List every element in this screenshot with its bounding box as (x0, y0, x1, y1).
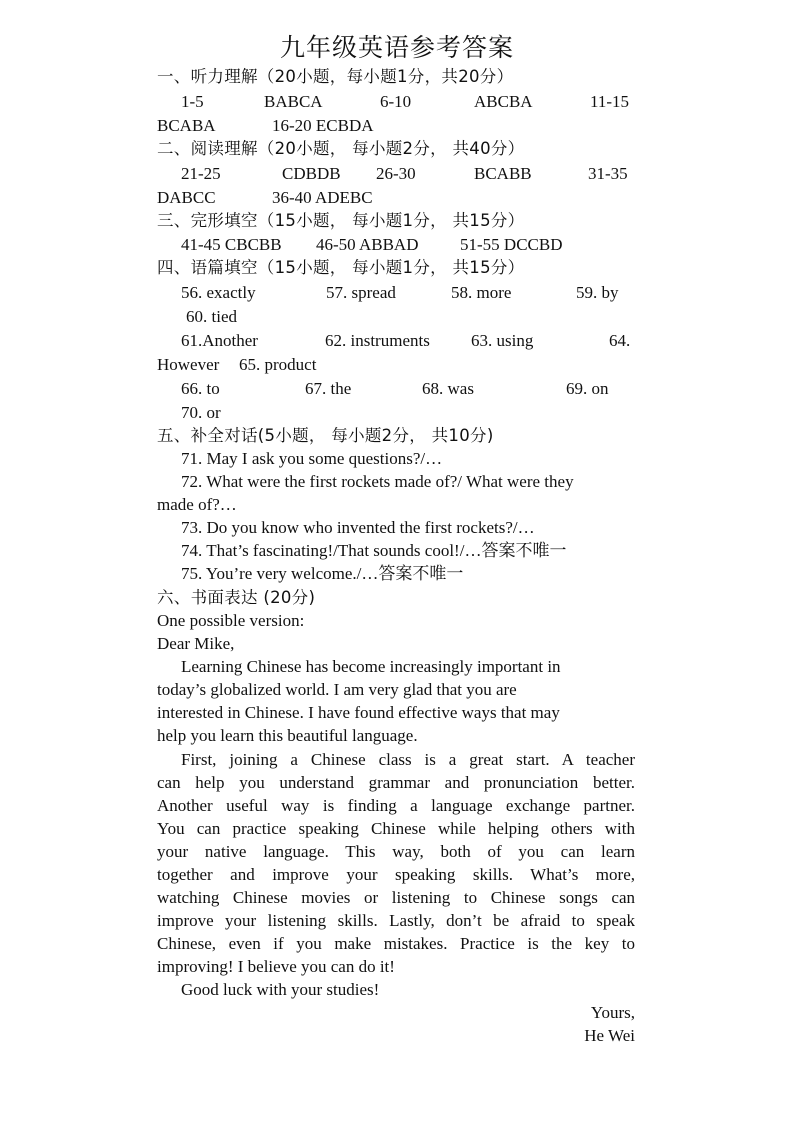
answer-item: 58. more (451, 283, 512, 302)
section-writing-heading: 六、书面表达 (20分) (157, 588, 316, 607)
letter-paragraph-2-line: improving! I believe you can do it! (157, 957, 395, 976)
answer-item: 64. (609, 331, 631, 350)
writing-intro: One possible version: (157, 611, 305, 630)
answer-item: 70. or (181, 403, 221, 422)
answer-group: 41-45 CBCBB (181, 235, 282, 254)
dialogue-answer-71: 71. May I ask you some questions?/… (181, 449, 443, 468)
answer-range: 11-15 (590, 92, 630, 111)
letter-paragraph-2-line: Chinese, even if you make mistakes. Practice is the key to (157, 934, 635, 953)
answer-letters: BCABB (474, 164, 532, 183)
answer-group: 16-20 ECBDA (272, 116, 374, 135)
answer-item: 65. product (239, 355, 317, 374)
answer-item: 61.Another (181, 331, 258, 350)
section-listening-heading: 一、听力理解（20小题，每小题1分，共20分） (157, 67, 514, 86)
answer-range: 6-10 (380, 92, 412, 111)
letter-paragraph-1-line: today’s globalized world. I am very glad that you are (157, 680, 517, 699)
answer-item: 63. using (471, 331, 534, 350)
answer-item: 56. exactly (181, 283, 256, 302)
letter-closing-line: Good luck with your studies! (181, 980, 380, 999)
answer-group: 46-50 ABBAD (316, 235, 419, 254)
letter-paragraph-1-line: Learning Chinese has become increasingly important in (181, 657, 561, 676)
answer-group: 36-40 ADEBC (272, 188, 373, 207)
answer-letters: BCABA (157, 116, 216, 135)
letter-paragraph-1-line: help you learn this beautiful language. (157, 726, 418, 745)
answer-letters: BABCA (264, 92, 323, 111)
dialogue-answer-73: 73. Do you know who invented the first rockets?/… (181, 518, 535, 537)
letter-paragraph-2-line: can help you understand grammar and pronunciation better. (157, 773, 635, 792)
section-cloze-heading: 三、完形填空（15小题， 每小题1分， 共15分） (157, 211, 525, 230)
answer-item: 66. to (181, 379, 220, 398)
letter-paragraph-2-line: watching Chinese movies or listening to Chinese songs can (157, 888, 635, 907)
section-dialogue-heading: 五、补全对话(5小题， 每小题2分， 共10分) (157, 426, 494, 445)
letter-paragraph-2-line: your native language. This way, both of you can learn (157, 842, 635, 861)
letter-paragraph-2-line: improve your listening skills. Lastly, don’t be afraid to speak (157, 911, 635, 930)
answer-item: 57. spread (326, 283, 396, 302)
answer-letters: ABCBA (474, 92, 533, 111)
answer-letters: DABCC (157, 188, 216, 207)
answer-letters: CDBDB (282, 164, 341, 183)
letter-paragraph-2-line: You can practice speaking Chinese while helping others with (157, 819, 635, 838)
answer-item: 68. was (422, 379, 474, 398)
dialogue-answer-74: 74. That’s fascinating!/That sounds cool!/…答案不唯一 (181, 541, 567, 560)
letter-paragraph-2-line: First, joining a Chinese class is a great start. A teacher (181, 750, 635, 769)
answer-item: 69. on (566, 379, 609, 398)
dialogue-answer-75: 75. You’re very welcome./…答案不唯一 (181, 564, 464, 583)
letter-signature: He Wei (584, 1026, 635, 1045)
letter-paragraph-2-line: Another useful way is finding a language exchange partner. (157, 796, 635, 815)
dialogue-answer-72-continued: made of?… (157, 495, 237, 514)
answer-range: 31-35 (588, 164, 628, 183)
section-reading-heading: 二、阅读理解（20小题， 每小题2分， 共40分） (157, 139, 525, 158)
dialogue-answer-72: 72. What were the first rockets made of?/ What were they (181, 472, 574, 491)
answer-item: 59. by (576, 283, 619, 302)
answer-item: 67. the (305, 379, 352, 398)
answer-item: However (157, 355, 220, 374)
answer-range: 21-25 (181, 164, 221, 183)
answer-range: 1-5 (181, 92, 204, 111)
letter-paragraph-2-line: together and improve your speaking skills. What’s more, (157, 865, 635, 884)
letter-greeting: Dear Mike, (157, 634, 235, 653)
letter-signoff: Yours, (590, 1003, 635, 1022)
answer-item: 62. instruments (325, 331, 430, 350)
answer-item: 60. tied (186, 307, 237, 326)
section-passage-heading: 四、语篇填空（15小题， 每小题1分， 共15分） (157, 258, 525, 277)
answer-range: 26-30 (376, 164, 416, 183)
answer-group: 51-55 DCCBD (460, 235, 563, 254)
page-title: 九年级英语参考答案 (279, 33, 514, 62)
letter-paragraph-1-line: interested in Chinese. I have found effective ways that may (157, 703, 560, 722)
